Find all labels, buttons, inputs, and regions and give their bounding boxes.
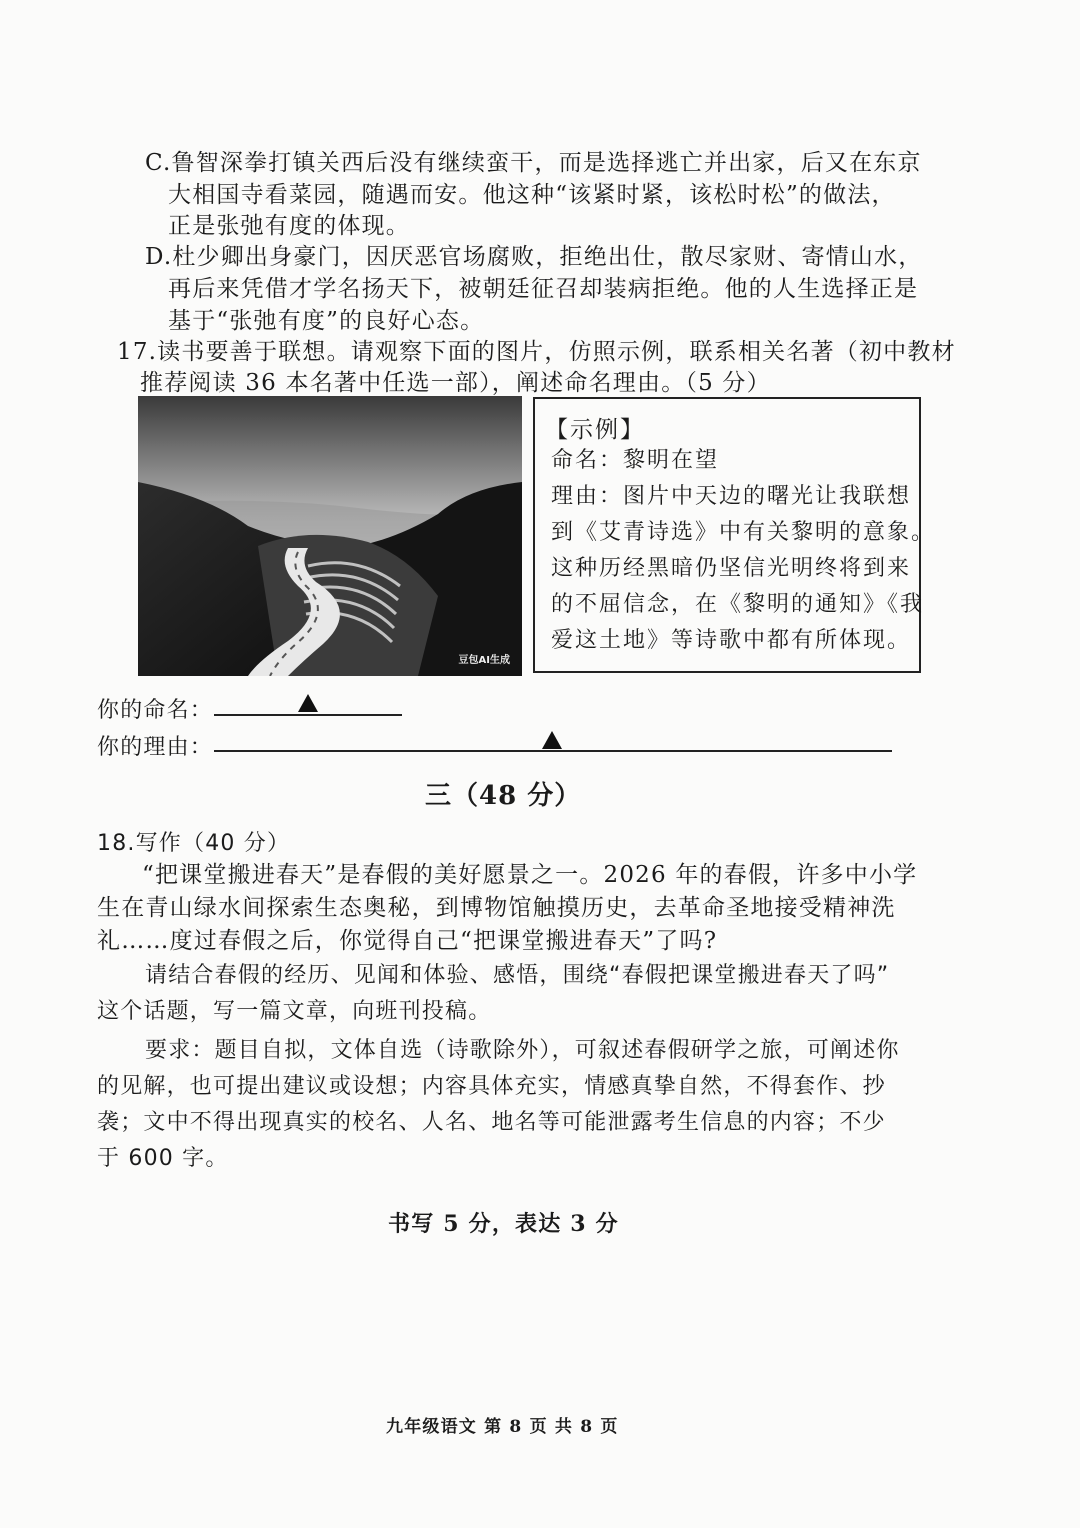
q18-requirements-line-2: 的见解，也可提出建议或设想；内容具体充实，情感真挚自然，不得套作、抄 <box>97 1074 886 1099</box>
answer-name-label: 你的命名： <box>97 698 214 723</box>
option-d-line-3: 基于“张弛有度”的良好心态。 <box>168 308 485 334</box>
example-reason-line-1: 理由：图片中天边的曙光让我联想 <box>551 484 912 509</box>
q17-stem-line-1: 17.读书要善于联想。请观察下面的图片，仿照示例，联系相关名著（初中教材 <box>117 339 956 365</box>
landscape-photo <box>138 396 522 676</box>
answer-name-blank[interactable] <box>214 714 402 716</box>
example-reason-line-3: 这种历经黑暗仍坚信光明终将到来 <box>551 556 912 581</box>
example-heading: 【示例】 <box>545 417 645 443</box>
q18-para1-line-1: “把课堂搬进春天”是春假的美好愿景之一。2026 年的春假，许多中小学 <box>142 862 918 888</box>
q18-para2-line-2: 这个话题，写一篇文章，向班刊投稿。 <box>97 999 492 1024</box>
q18-title: 18.写作（40 分） <box>97 831 291 856</box>
example-reason-line-2: 到《艾青诗选》中有关黎明的意象。 <box>551 520 936 545</box>
option-c-line-1: C.鲁智深拳打镇关西后没有继续蛮干，而是选择逃亡并出家，后又在东京 <box>145 150 922 176</box>
option-c-line-2: 大相国寺看菜园，随遇而安。他这种“该紧时紧，该松时松”的做法， <box>168 182 896 208</box>
example-box <box>533 397 936 673</box>
answer-reason-label: 你的理由： <box>97 735 214 760</box>
example-naming: 命名：黎明在望 <box>551 448 720 473</box>
q18-requirements-line-4: 于 600 字。 <box>97 1146 229 1171</box>
option-c-line-3: 正是张弛有度的体现。 <box>168 213 410 239</box>
q18-requirements-line-1: 要求：题目自拟，文体自选（诗歌除外），可叙述春假研学之旅，可阐述你 <box>145 1038 900 1063</box>
example-reason-line-5: 爱这土地》等诗歌中都有所体现。 <box>551 628 912 653</box>
option-d-line-2: 再后来凭借才学名扬天下，被朝廷征召却装病拒绝。他的人生选择正是 <box>168 276 919 302</box>
page-footer: 九年级语文 第 8 页 共 8 页 <box>386 1417 619 1437</box>
section-3-heading: 三（48 分） <box>425 781 582 811</box>
score-note: 书写 5 分，表达 3 分 <box>388 1211 619 1237</box>
q18-para2-line-1: 请结合春假的经历、见闻和体验、感悟，围绕“春假把课堂搬进春天了吗” <box>145 963 890 988</box>
answer-marker-triangle-icon <box>542 731 562 749</box>
road-landscape-illustration <box>138 396 522 676</box>
answer-marker-triangle-icon <box>298 694 318 712</box>
image-watermark: 豆包AI生成 <box>458 655 510 666</box>
answer-reason-blank[interactable] <box>214 750 892 752</box>
q17-stem-line-2: 推荐阅读 36 本名著中任选一部），阐述命名理由。（5 分） <box>140 370 771 396</box>
option-d-line-1: D.杜少卿出身豪门，因厌恶官场腐败，拒绝出仕，散尽家财、寄情山水， <box>145 244 923 270</box>
q18-requirements-line-3: 袭；文中不得出现真实的校名、人名、地名等可能泄露考生信息的内容；不少 <box>97 1110 886 1135</box>
example-reason-line-4: 的不屈信念，在《黎明的通知》《我 <box>551 592 925 617</box>
q18-para1-line-3: 礼……度过春假之后，你觉得自己“把课堂搬进春天”了吗? <box>97 928 718 954</box>
q18-para1-line-2: 生在青山绿水间探索生态奥秘，到博物馆触摸历史，去革命圣地接受精神洗 <box>97 895 896 921</box>
